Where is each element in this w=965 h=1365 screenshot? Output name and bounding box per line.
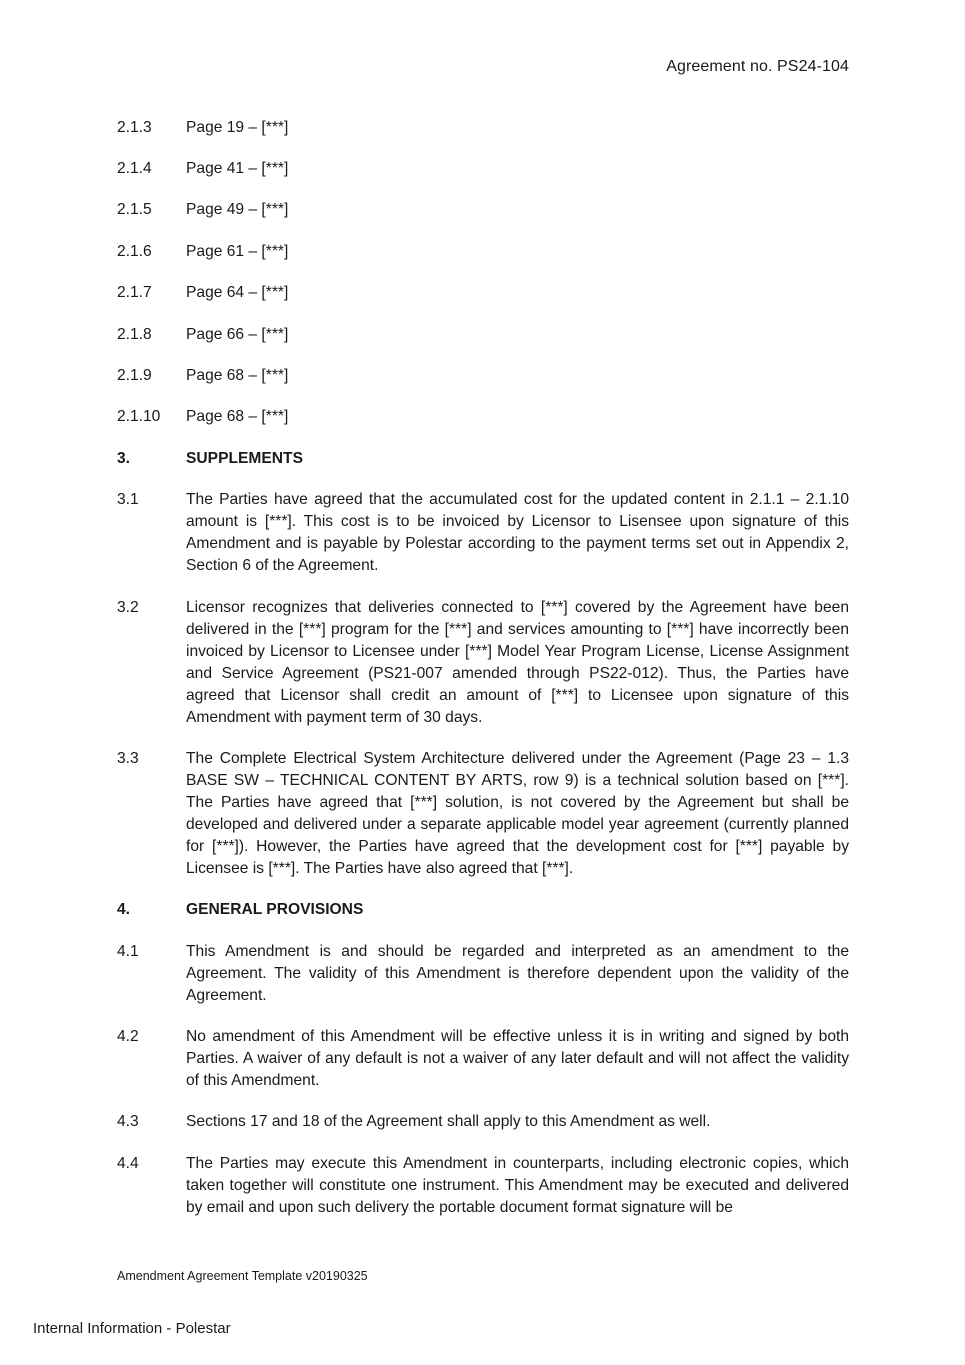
section-number: 4.	[117, 901, 131, 918]
list-item-text: Page 49 – [***]	[186, 201, 289, 218]
section-3-heading	[117, 448, 849, 470]
list-item	[117, 282, 849, 304]
clause-number: 3.1	[117, 491, 139, 508]
list-item-number: 2.1.8	[117, 326, 152, 343]
clause-4-1	[117, 941, 849, 1007]
section-title: SUPPLEMENTS	[186, 450, 303, 467]
clause-4-4	[117, 1153, 849, 1219]
list-item-text: Page 61 – [***]	[186, 243, 289, 260]
clause-text: Licensor recognizes that deliveries connected to [***] covered by the Agreement have been delivered in the [***] program for the [***] and services amounting to [***] have incorrectly been invoiced by Licensor to Licensee under [***] Model Year Program License, License Assignment and Service Agreement (PS21-007 amended through PS22-012). Thus, the Parties have agreed that Licensor shall credit an amount of [***] to Licensee upon signature of this Amendment with payment term of 30 days.	[186, 599, 849, 726]
list-item-text: Page 66 – [***]	[186, 326, 289, 343]
section-title: GENERAL PROVISIONS	[186, 901, 364, 918]
list-item-number: 2.1.9	[117, 367, 152, 384]
list-item-number: 2.1.5	[117, 201, 152, 218]
list-item-text: Page 68 – [***]	[186, 367, 289, 384]
clause-text: Sections 17 and 18 of the Agreement shall apply to this Amendment as well.	[186, 1113, 711, 1130]
clause-3-3	[117, 748, 849, 880]
template-version-footer: Amendment Agreement Template v20190325	[117, 1269, 368, 1283]
clause-text: The Parties may execute this Amendment in counterparts, including electronic copies, which taken together will constitute one instrument. This Amendment may be executed and delivered by email and upon such delivery the portable document format signature will be	[186, 1155, 849, 1216]
classification-label: Internal Information - Polestar	[33, 1320, 231, 1337]
clause-4-2	[117, 1026, 849, 1092]
agreement-number: Agreement no. PS24-104	[666, 58, 849, 75]
clause-number: 4.3	[117, 1113, 139, 1130]
clause-text: No amendment of this Amendment will be effective unless it is in writing and signed by both Parties. A waiver of any default is not a waiver of any later default and will not affect the validity of this Amendment.	[186, 1028, 849, 1089]
clause-number: 4.2	[117, 1028, 139, 1045]
list-item	[117, 158, 849, 180]
clause-number: 3.2	[117, 599, 139, 616]
clause-text: The Complete Electrical System Architecture delivered under the Agreement (Page 23 – 1.3 BASE SW – TECHNICAL CONTENT BY ARTS, row 9) is a technical solution based on [***]. The Parties have agreed that [***] solution, is not covered by the Agreement but shall be developed and delivered under a separate applicable model year agreement (currently planned for [***]). However, the Parties have agreed that the development cost for [***] payable by Licensee is [***]. The Parties have also agreed that [***].	[186, 750, 849, 877]
section-number: 3.	[117, 450, 131, 467]
list-item	[117, 117, 849, 139]
clause-4-3	[117, 1111, 849, 1133]
list-item	[117, 241, 849, 263]
list-item-number: 2.1.7	[117, 284, 152, 301]
clause-number: 4.4	[117, 1155, 139, 1172]
clause-3-2	[117, 597, 849, 729]
list-item-text: Page 41 – [***]	[186, 160, 289, 177]
list-item	[117, 406, 849, 428]
clause-number: 3.3	[117, 750, 139, 767]
list-item	[117, 324, 849, 346]
clause-text: The Parties have agreed that the accumulated cost for the updated content in 2.1.1 – 2.1.10 amount is [***]. This cost is to be invoiced by Licensor to Lisensee upon signature of this Amendment and is payable by Polestar according to the payment terms set out in Appendix 2, Section 6 of the Agreement.	[186, 491, 849, 574]
list-item-number: 2.1.10	[117, 408, 161, 425]
list-item-number: 2.1.4	[117, 160, 152, 177]
list-item-text: Page 19 – [***]	[186, 119, 289, 136]
list-item-number: 2.1.6	[117, 243, 152, 260]
clause-number: 4.1	[117, 943, 139, 960]
list-item-text: Page 68 – [***]	[186, 408, 289, 425]
section-4-heading	[117, 899, 849, 921]
clause-text: This Amendment is and should be regarded and interpreted as an amendment to the Agreement. The validity of this Amendment is therefore dependent upon the validity of the Agreement.	[186, 943, 849, 1004]
list-item-number: 2.1.3	[117, 119, 152, 136]
clause-3-1	[117, 489, 849, 577]
list-item	[117, 199, 849, 221]
list-item-text: Page 64 – [***]	[186, 284, 289, 301]
list-item	[117, 365, 849, 387]
